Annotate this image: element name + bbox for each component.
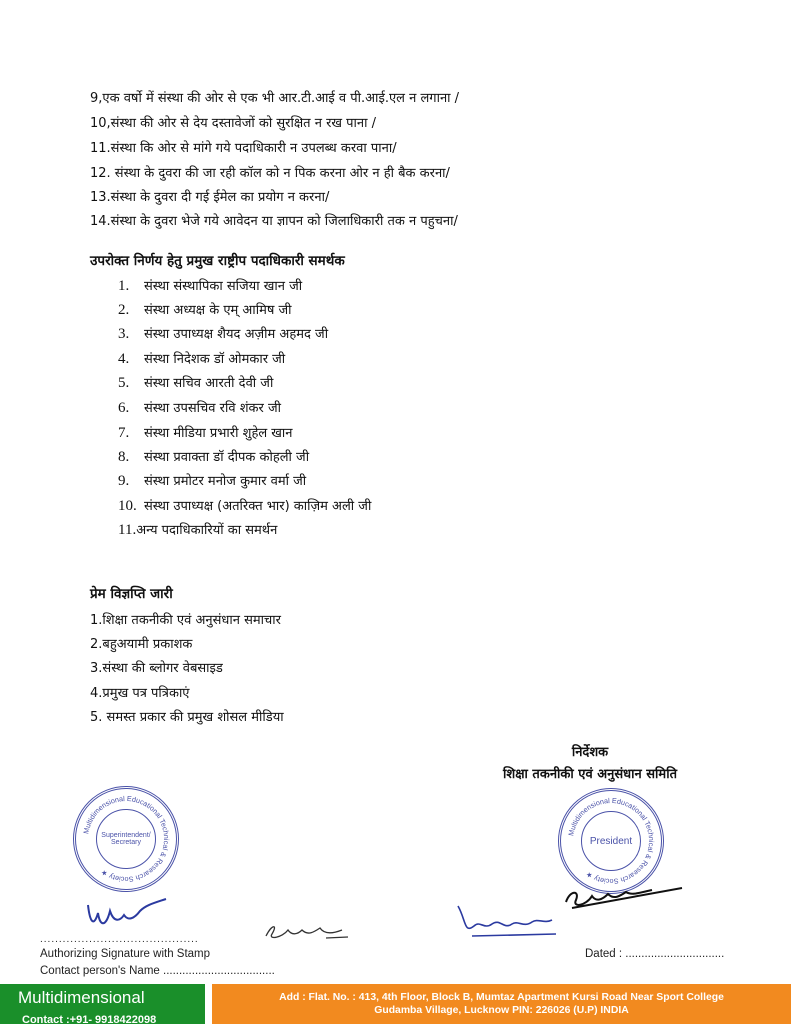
footer-address-panel [212,984,791,1024]
stamp-center-text: President [581,811,641,871]
supporter-item [118,349,285,368]
supporter-item [118,324,328,343]
signatory-title: निर्देशक [571,745,609,760]
press-item: 3.संस्था की ब्लोगर वेबसाइड [90,661,223,676]
secretary-stamp [73,786,179,892]
supporter-item [118,300,292,319]
supporters-heading: उपरोक्त निर्णय हेतु प्रमुख राष्ट्रीप पदाधिकारी समर्थक [90,253,345,269]
supporter-num: 2. [118,302,130,318]
supporter-num: 6. [118,400,130,416]
point-11: 11.संस्था कि ओर से मांगे गये पदाधिकारी न उपलब्ध करवा पाना/ [90,141,397,156]
supporter-item [118,423,293,442]
dated-label: Dated : ............................... [585,948,725,960]
stamp-ring [76,789,176,889]
press-item: 5. समस्त प्रकार की प्रमुख शोसल मीडिया [90,710,284,725]
supporter-item [118,520,277,539]
svg-text:Multidimensional Educational T: Multidimensional Educational Technical & Research Society ★ [81,793,172,885]
letterhead-footer [0,984,791,1024]
supporter-item [118,373,273,392]
signature-left [80,893,170,935]
authorizing-label: Authorizing Signature with Stamp [40,948,211,960]
footer-brand: Multidimensional [18,988,145,1007]
supporter-text: अन्य पदाधिकारियों का समर्थन [136,523,278,538]
supporter-text: संस्था अध्यक्ष के एम् आमिष जी [144,303,292,318]
supporter-text: संस्था निदेशक डॉ ओमकार जी [144,352,286,367]
supporter-num: 3. [118,326,130,342]
press-item: 2.बहुअयामी प्रकाशक [90,637,193,652]
contact-name-label: Contact person's Name ................................... [40,965,275,977]
supporter-text: संस्था संस्थापिका सजिया खान जी [144,279,303,294]
stamp-ring [561,791,661,891]
supporter-item [118,496,371,515]
press-heading: प्रेम विज्ञप्ति जारी [90,586,173,602]
supporter-num: 1. [118,278,130,294]
supporter-item [118,398,281,417]
point-12: 12. संस्था के दुवरा की जा रही कॉल को न पिक करना ओर न ही बैक करना/ [90,166,450,181]
supporter-text: संस्था उपाध्यक्ष (अतरिक्त भार) काज़िम अली जी [144,499,372,514]
signature-middle [262,920,352,944]
supporter-num: 9. [118,473,130,489]
point-10: 10,संस्था की ओर से देय दस्तावेजों को सुरक्षित न रख पाना / [90,116,376,131]
footer-brand-panel [0,984,205,1024]
supporter-item [118,471,306,490]
supporter-text: संस्था सचिव आरती देवी जी [144,376,274,391]
supporter-text: संस्था उपाध्यक्ष शैयद अज़ीम अहमद जी [144,327,329,342]
supporter-text: संस्था प्रमोटर मनोज कुमार वर्मा जी [144,474,307,489]
point-14: 14.संस्था के दुवरा भेजे गये आवेदन या ज्ञापन को जिलाधिकारी तक न पहुचना/ [90,214,458,229]
supporter-num: 4. [118,351,130,367]
supporter-item [118,447,309,466]
stamp-center-text: Superintendent/ Secretary [96,809,156,869]
footer-address-line1: Add : Flat. No. : 413, 4th Floor, Block B, Mumtaz Apartment Kursi Road Near Sport College [279,992,724,1003]
press-item: 1.शिक्षा तकनीकी एवं अनुसंधान समाचार [90,613,281,628]
supporter-num: 8. [118,449,130,465]
supporter-num: 11. [118,522,137,538]
point-9: 9,एक वर्षो में संस्था की ओर से एक भी आर.टी.आई व पी.आई.एल न लगाना / [90,91,460,106]
supporter-num: 7. [118,425,130,441]
supporter-num: 5. [118,375,130,391]
point-13: 13.संस्था के दुवरा दी गई ईमेल का प्रयोग न करना/ [90,190,330,205]
footer-address-line2: Gudamba Village, Lucknow PIN: 226026 (U.P) INDIA [374,1005,629,1016]
supporter-num: 10. [118,498,137,514]
supporter-item [118,276,302,295]
signature-right-blue [452,900,562,942]
signature-president [562,882,687,912]
supporter-text: संस्था मीडिया प्रभारी शुहेल खान [144,426,293,441]
president-stamp [558,788,664,894]
svg-text:Multidimensional Educational T: Multidimensional Educational Technical & Research Society ★ [566,795,657,887]
press-item: 4.प्रमुख पत्र पत्रिकाएं [90,686,190,701]
supporter-text: संस्था उपसचिव रवि शंकर जी [144,401,282,416]
signatory-org: शिक्षा तकनीकी एवं अनुसंधान समिति [503,767,677,782]
supporter-text: संस्था प्रवाक्ता डॉ दीपक कोहली जी [144,450,310,465]
footer-phone: Contact :+91- 9918422098 [22,1014,157,1026]
signature-dotted-line: .......................................... [40,934,199,945]
